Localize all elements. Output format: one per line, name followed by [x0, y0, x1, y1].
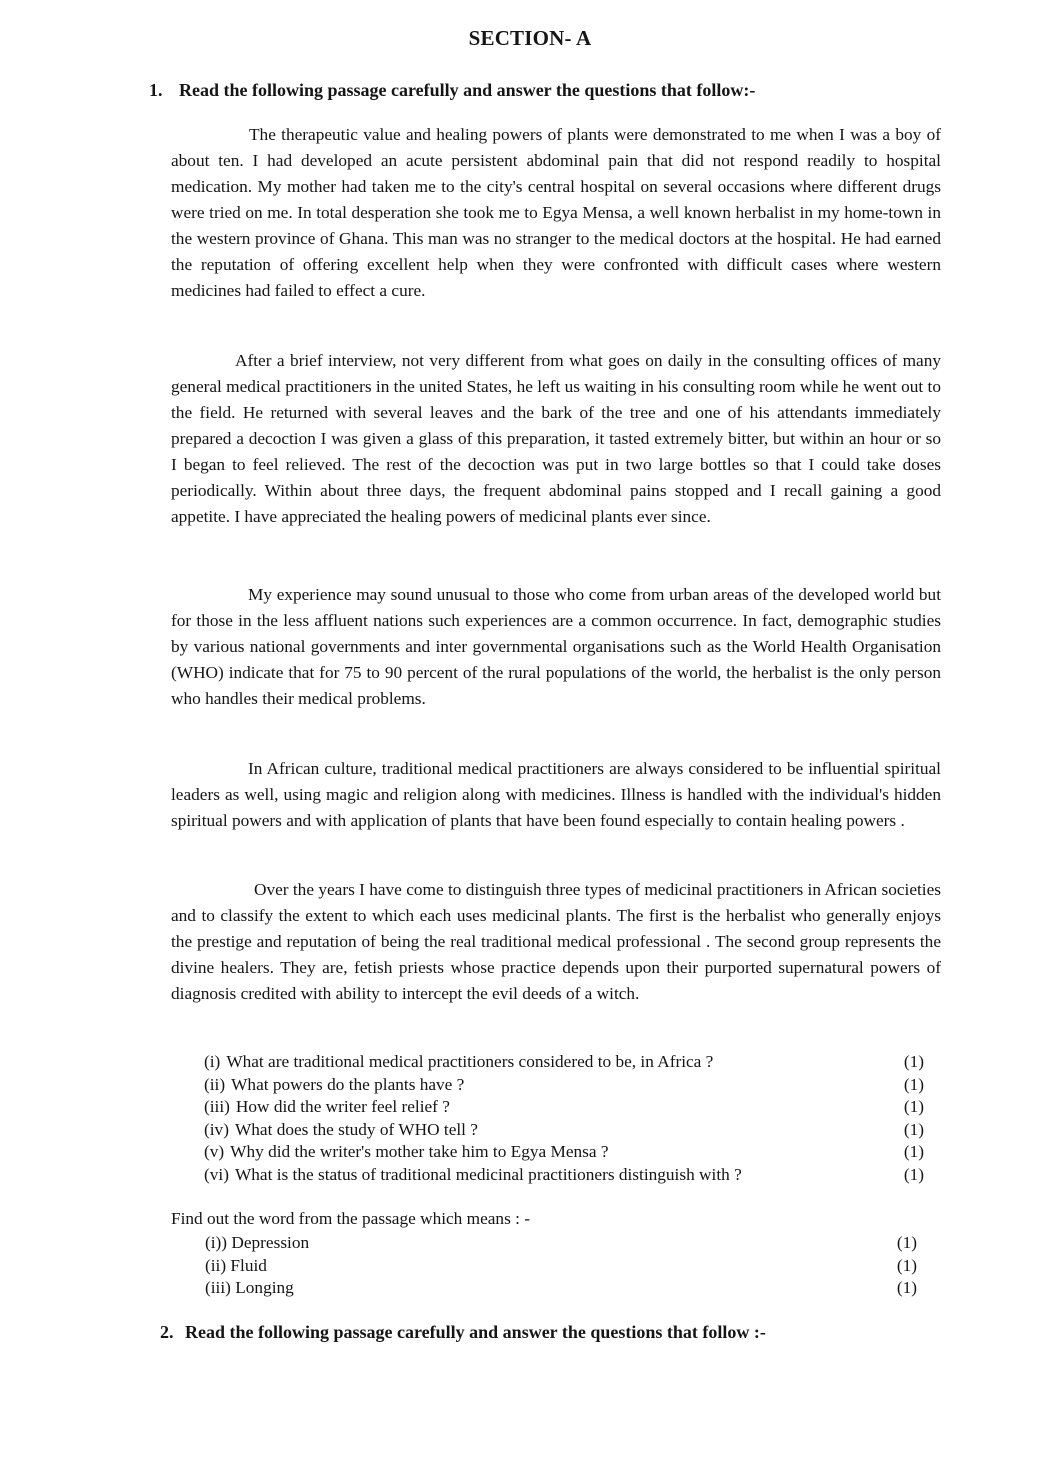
question-number: 2. — [160, 1322, 174, 1342]
marks-label: (1) — [896, 1278, 917, 1298]
passage-paragraph: My experience may sound unusual to those who come from urban areas of the developed world but for those in the less affluent nations such experiences are a common occurrence. In fact, demographic studies by various national governments and inter governmental organisations such as the World Health Organisation (WHO) indicate that for 75 to 90 percent of the rural populations of the world, the herbalist is the only person who handles their medical problems. — [171, 585, 941, 708]
question-item-number: (v) — [204, 1142, 225, 1162]
question-item-text: What are traditional medical practitioners considered to be, in Africa ? — [226, 1052, 714, 1071]
marks-label: (1) — [903, 1164, 924, 1184]
vocabulary-item — [205, 1255, 917, 1278]
question-item — [204, 1074, 924, 1097]
question-2-heading — [160, 1322, 766, 1343]
question-item-number: (i) — [204, 1052, 221, 1071]
passage-paragraph: After a brief interview, not very different from what goes on daily in the consulting offices of many general medical practitioners in the united States, he left us waiting in his consulting room while he went out to the field. He returned with several leaves and the bark of the tree and one of his attendants immediately prepared a decoction I was given a glass of this preparation, it tasted extremely bitter, but within an hour or so I began to feel relieved. The rest of the decoction was put in two large bottles so that I could take doses periodically. Within about three days, the frequent abdominal pains stopped and I recall gaining a good appetite. I have appreciated the healing powers of medicinal plants ever since. — [171, 351, 941, 526]
comprehension-questions — [204, 1051, 924, 1187]
question-item-number: (vi) — [204, 1164, 229, 1184]
question-item-text: What does the study of WHO tell ? — [234, 1119, 478, 1139]
question-item-text: What powers do the plants have ? — [231, 1074, 465, 1094]
marks-label: (1) — [903, 1097, 924, 1117]
vocabulary-item — [205, 1232, 917, 1255]
vocabulary-list — [205, 1232, 917, 1300]
marks-label: (1) — [903, 1074, 924, 1094]
question-item — [204, 1119, 924, 1142]
vocabulary-word: (i)) Depression — [205, 1233, 310, 1252]
vocabulary-instruction: Find out the word from the passage which means : - — [171, 1209, 530, 1228]
question-item-text: Why did the writer's mother take him to Egya Mensa ? — [230, 1142, 609, 1162]
question-item — [204, 1164, 924, 1187]
section-title: SECTION- A — [468, 26, 592, 50]
passage-paragraph: Over the years I have come to distinguish three types of medicinal practitioners in African societies and to classify the extent to which each uses medicinal plants. The first is the herbalist who generally enjoys the prestige and reputation of being the real traditional medical professional . The second group represents the divine healers. They are, fetish priests whose practice depends upon their purported supernatural powers of diagnosis credited with ability to intercept the evil deeds of a witch. — [171, 880, 941, 1003]
question-item-text: What is the status of traditional medicinal practitioners distinguish with ? — [234, 1164, 742, 1184]
question-item-number: (iii) — [204, 1097, 230, 1117]
marks-label: (1) — [903, 1119, 924, 1139]
question-item — [204, 1096, 924, 1119]
question-item — [204, 1051, 924, 1074]
vocabulary-item — [205, 1277, 917, 1300]
question-item — [204, 1141, 924, 1164]
vocabulary-word: (ii) Fluid — [205, 1255, 267, 1275]
marks-label: (1) — [896, 1233, 917, 1252]
vocabulary-word: (iii) Longing — [205, 1278, 294, 1298]
marks-label: (1) — [903, 1052, 924, 1071]
question-item-number: (ii) — [204, 1074, 226, 1094]
question-item-text: How did the writer feel relief ? — [235, 1097, 450, 1117]
question-number: 1. — [149, 80, 163, 100]
question-instruction: Read the following passage carefully and answer the questions that follow:- — [179, 80, 756, 100]
marks-label: (1) — [903, 1142, 924, 1162]
passage-paragraph: In African culture, traditional medical practitioners are always considered to be influential spiritual leaders as well, using magic and religion along with medicines. Illness is handled with the individual's hidden spiritual powers and with application of plants that have been found especially to contain healing powers . — [171, 759, 941, 830]
marks-label: (1) — [896, 1255, 917, 1275]
question-1-heading — [149, 80, 755, 101]
passage-paragraph: The therapeutic value and healing powers of plants were demonstrated to me when I was a boy of about ten. I had developed an acute persistent abdominal pain that did not respond readily to hospital medication. My mother had taken me to the city's central hospital on several occasions where different drugs were tried on me. In total desperation she took me to Egya Mensa, a well known herbalist in my home-town in the western province of Ghana. This man was no stranger to the medical doctors at the hospital. He had earned the reputation of offering excellent help when they were confronted with difficult cases where western medicines had failed to effect a cure. — [171, 125, 941, 300]
question-instruction: Read the following passage carefully and answer the questions that follow :- — [185, 1322, 766, 1342]
question-item-number: (iv) — [204, 1119, 229, 1139]
